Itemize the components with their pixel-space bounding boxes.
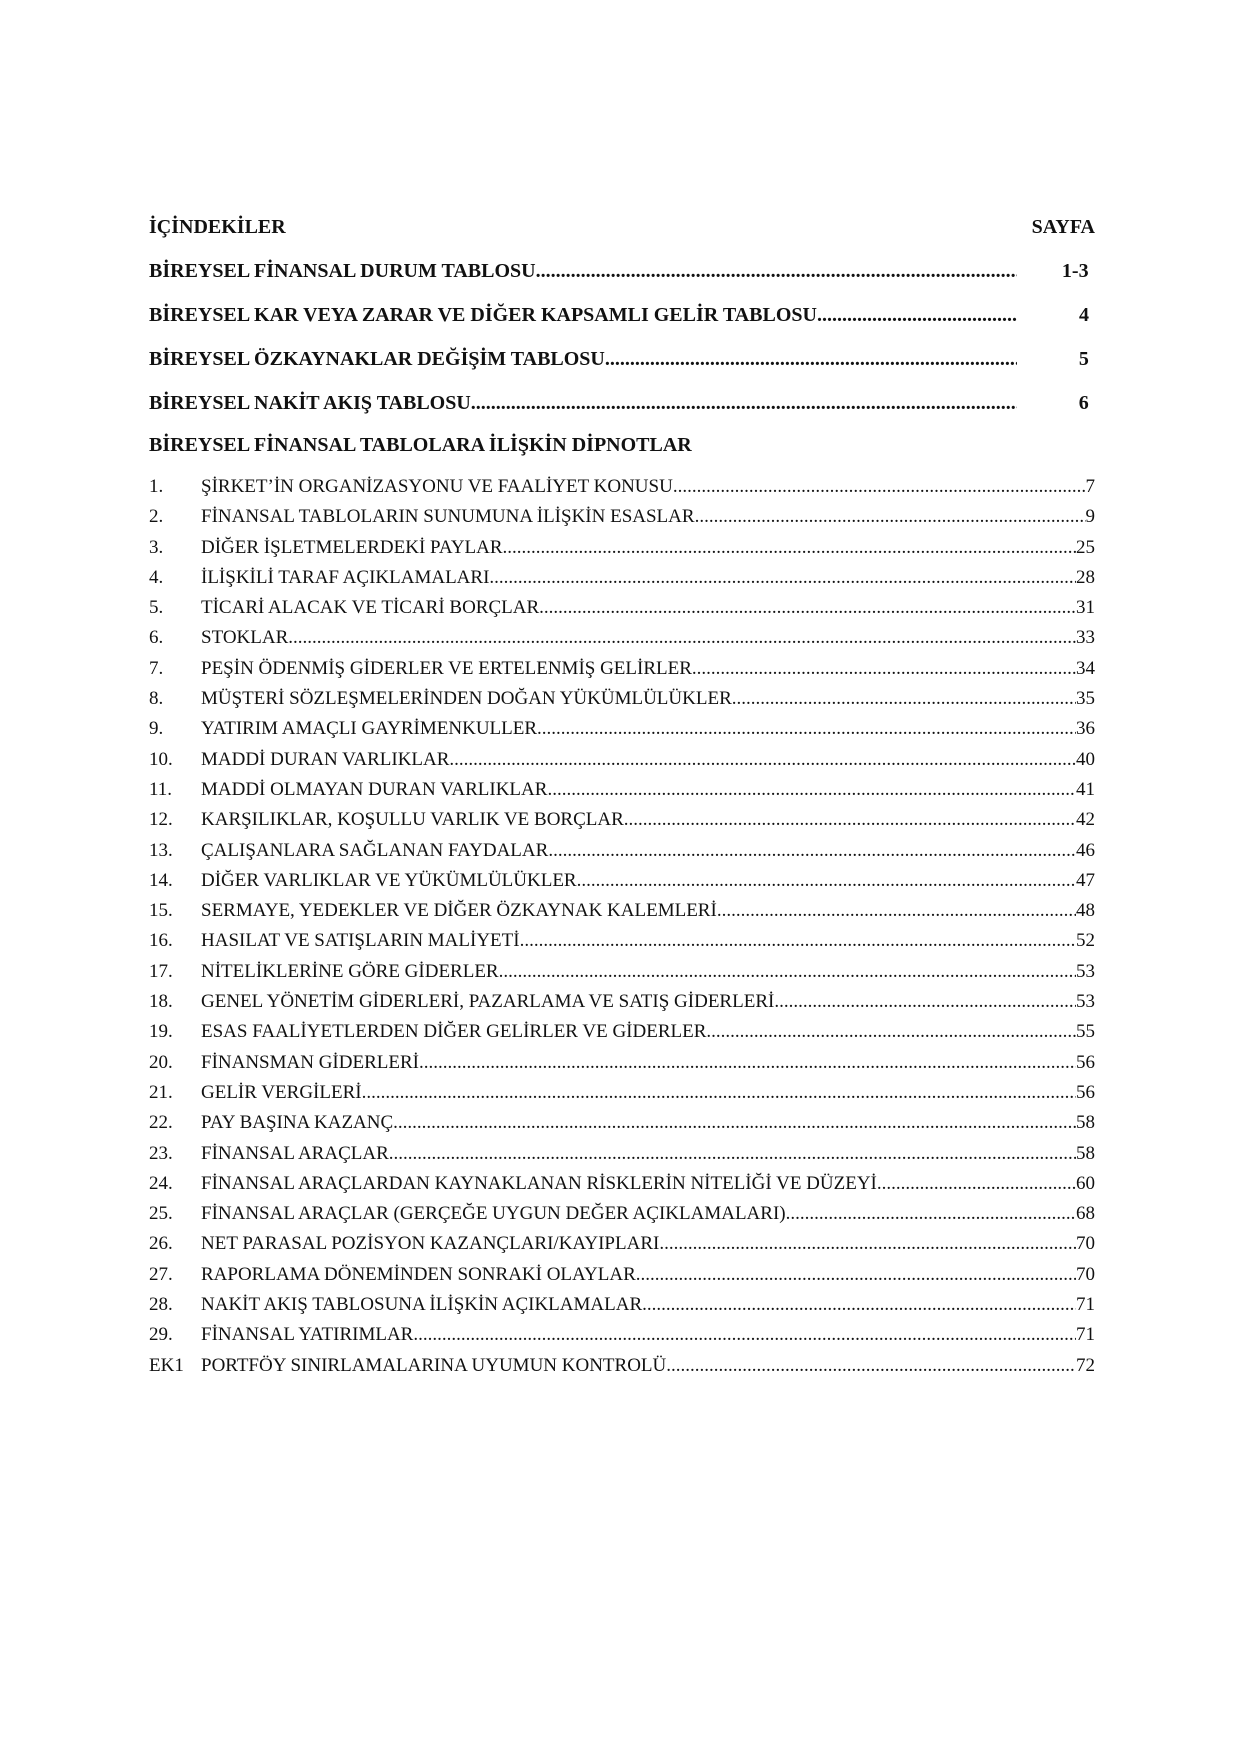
note-number: 8.: [149, 688, 164, 710]
note-entry: [149, 1229, 1095, 1259]
main-entry: [149, 304, 1095, 332]
note-entry: [149, 654, 1095, 684]
main-entry-title: BİREYSEL FİNANSAL DURUM TABLOSU: [149, 260, 536, 282]
note-page: 71: [1076, 1294, 1095, 1316]
note-number: 26.: [149, 1233, 173, 1255]
dot-leader: [877, 1169, 1076, 1199]
note-number: 3.: [149, 536, 164, 558]
note-page: 71: [1076, 1324, 1095, 1346]
note-title: NAKİT AKIŞ TABLOSUNA İLİŞKİN AÇIKLAMALAR: [201, 1294, 643, 1316]
dot-leader: [659, 1229, 1076, 1259]
dot-leader: [692, 654, 1076, 684]
note-number: 23.: [149, 1142, 173, 1164]
note-page: 28: [1076, 566, 1095, 588]
dot-leader: [536, 260, 1017, 283]
note-page: 70: [1076, 1233, 1095, 1255]
dot-leader: [499, 957, 1076, 987]
note-page: 56: [1076, 1081, 1095, 1103]
main-entry-page: 5: [1078, 348, 1089, 370]
dot-leader: [695, 502, 1086, 532]
note-page: 31: [1076, 597, 1095, 619]
note-page: 34: [1076, 657, 1095, 679]
note-page: 9: [1085, 506, 1095, 528]
note-number: 29.: [149, 1324, 173, 1346]
main-entry-page: 1-3: [1061, 260, 1089, 282]
note-title: FİNANSAL YATIRIMLAR: [201, 1324, 414, 1346]
dot-leader: [389, 1139, 1076, 1169]
dot-leader: [673, 472, 1086, 502]
note-title: PAY BAŞINA KAZANÇ: [201, 1112, 394, 1134]
note-entry: [149, 533, 1095, 563]
note-page: 72: [1076, 1354, 1095, 1376]
note-page: 7: [1085, 476, 1095, 497]
note-page: 47: [1076, 869, 1095, 891]
note-entry: [149, 745, 1095, 775]
note-title: İLİŞKİLİ TARAF AÇIKLAMALARI: [201, 566, 490, 588]
note-entry: [149, 1169, 1095, 1199]
note-title: KARŞILIKLAR, KOŞULLU VARLIK VE BORÇLAR: [201, 809, 624, 831]
note-entry: [149, 623, 1095, 653]
main-entries: [149, 260, 1095, 420]
dot-leader: [413, 1320, 1076, 1350]
dot-leader: [605, 348, 1017, 371]
note-entry: [149, 1048, 1095, 1078]
note-page: 35: [1076, 688, 1095, 710]
note-entry: [149, 472, 1095, 502]
note-entry: [149, 836, 1095, 866]
dot-leader: [471, 392, 1017, 415]
note-number: 12.: [149, 809, 173, 831]
note-entry: [149, 775, 1095, 805]
note-entry: [149, 1139, 1095, 1169]
note-number: 20.: [149, 1051, 173, 1073]
dot-leader: [520, 926, 1076, 956]
note-number: 17.: [149, 960, 173, 982]
note-entry: [149, 926, 1095, 956]
dot-leader: [489, 563, 1076, 593]
note-title: DİĞER VARLIKLAR VE YÜKÜMLÜLÜKLER: [201, 869, 577, 891]
notes-heading: BİREYSEL FİNANSAL TABLOLARA İLİŞKİN DİPNOTLAR: [149, 434, 692, 456]
dot-leader: [393, 1108, 1076, 1138]
note-number: 4.: [149, 566, 164, 588]
note-page: 46: [1076, 839, 1095, 861]
note-title: SERMAYE, YEDEKLER VE DİĞER ÖZKAYNAK KALEMLERİ: [201, 900, 717, 922]
note-number: EK1: [149, 1354, 184, 1376]
main-entry-title: BİREYSEL KAR VEYA ZARAR VE DİĞER KAPSAMLI GELİR TABLOSU: [149, 304, 817, 326]
note-page: 56: [1076, 1051, 1095, 1073]
note-number: 27.: [149, 1263, 173, 1285]
dot-leader: [732, 684, 1076, 714]
note-number: 1.: [149, 476, 164, 497]
note-number: 16.: [149, 930, 173, 952]
note-title: MÜŞTERİ SÖZLEŞMELERİNDEN DOĞAN YÜKÜMLÜLÜKLER: [201, 688, 732, 710]
dot-leader: [449, 745, 1076, 775]
dot-leader: [706, 1017, 1076, 1047]
dot-leader: [786, 1199, 1076, 1229]
note-number: 10.: [149, 748, 173, 770]
dot-leader: [537, 714, 1076, 744]
note-title: ÇALIŞANLARA SAĞLANAN FAYDALAR: [201, 839, 549, 861]
note-page: 53: [1076, 960, 1095, 982]
note-number: 19.: [149, 1021, 173, 1043]
dot-leader: [774, 987, 1076, 1017]
note-entry: [149, 1108, 1095, 1138]
note-entry: [149, 1078, 1095, 1108]
note-page: 70: [1076, 1263, 1095, 1285]
note-entry: [149, 987, 1095, 1017]
note-page: 33: [1076, 627, 1095, 649]
note-title: MADDİ OLMAYAN DURAN VARLIKLAR: [201, 778, 548, 800]
note-number: 18.: [149, 991, 173, 1013]
dot-leader: [503, 533, 1076, 563]
note-entry: [149, 714, 1095, 744]
note-entry: [149, 896, 1095, 926]
note-page: 58: [1076, 1142, 1095, 1164]
note-number: 9.: [149, 718, 164, 740]
note-title: GENEL YÖNETİM GİDERLERİ, PAZARLAMA VE SATIŞ GİDERLERİ: [201, 991, 775, 1013]
note-title: STOKLAR: [201, 627, 289, 649]
note-number: 13.: [149, 839, 173, 861]
note-title: GELİR VERGİLERİ: [201, 1081, 362, 1103]
note-title: ESAS FAALİYETLERDEN DİĞER GELİRLER VE GİDERLER: [201, 1021, 707, 1043]
main-entry: [149, 260, 1095, 288]
note-page: 48: [1076, 900, 1095, 922]
note-number: 7.: [149, 657, 164, 679]
dot-leader: [666, 1351, 1076, 1381]
note-entry: [149, 805, 1095, 835]
dot-leader: [548, 836, 1076, 866]
note-number: 11.: [149, 778, 173, 800]
note-page: 53: [1076, 991, 1095, 1013]
note-number: 25.: [149, 1203, 173, 1225]
dot-leader: [547, 775, 1076, 805]
note-title: PEŞİN ÖDENMİŞ GİDERLER VE ERTELENMİŞ GELİRLER: [201, 657, 692, 679]
note-title: FİNANSAL TABLOLARIN SUNUMUNA İLİŞKİN ESASLAR: [201, 506, 695, 528]
main-entry-page: 6: [1078, 392, 1089, 414]
note-entry: [149, 1351, 1095, 1381]
note-title: RAPORLAMA DÖNEMİNDEN SONRAKİ OLAYLAR: [201, 1263, 636, 1285]
note-page: 55: [1076, 1021, 1095, 1043]
note-entry: [149, 1199, 1095, 1229]
note-page: 36: [1076, 718, 1095, 740]
dot-leader: [539, 593, 1076, 623]
note-number: 14.: [149, 869, 173, 891]
note-title: ŞİRKET’İN ORGANİZASYONU VE FAALİYET KONUSU: [201, 476, 673, 497]
dot-leader: [288, 623, 1076, 653]
note-number: 21.: [149, 1081, 173, 1103]
note-title: FİNANSAL ARAÇLAR (GERÇEĞE UYGUN DEĞER AÇIKLAMALARI): [201, 1203, 786, 1225]
note-entry: [149, 866, 1095, 896]
note-title: MADDİ DURAN VARLIKLAR: [201, 748, 450, 770]
dot-leader: [636, 1260, 1076, 1290]
main-entry: [149, 392, 1095, 420]
dot-leader: [577, 866, 1076, 896]
toc-heading: İÇİNDEKİLER: [149, 216, 286, 238]
main-entry-title: BİREYSEL ÖZKAYNAKLAR DEĞİŞİM TABLOSU: [149, 348, 605, 370]
note-page: 52: [1076, 930, 1095, 952]
note-number: 2.: [149, 506, 164, 528]
dot-leader: [642, 1290, 1076, 1320]
dot-leader: [419, 1048, 1076, 1078]
note-title: NET PARASAL POZİSYON KAZANÇLARI/KAYIPLARI: [201, 1233, 660, 1255]
note-number: 5.: [149, 597, 164, 619]
page-column-heading: SAYFA: [1031, 216, 1095, 238]
note-entry: [149, 684, 1095, 714]
note-title: NİTELİKLERİNE GÖRE GİDERLER: [201, 960, 499, 982]
note-number: 24.: [149, 1172, 173, 1194]
dot-leader: [362, 1078, 1076, 1108]
main-entry-title: BİREYSEL NAKİT AKIŞ TABLOSU: [149, 392, 471, 414]
note-entry: [149, 1320, 1095, 1350]
table-of-contents: [149, 216, 1095, 1381]
note-number: 6.: [149, 627, 164, 649]
dot-leader: [817, 304, 1017, 327]
main-entry: [149, 348, 1095, 376]
note-title: FİNANSAL ARAÇLARDAN KAYNAKLANAN RİSKLERİN NİTELİĞİ VE DÜZEYİ: [201, 1172, 877, 1194]
note-title: FİNANSMAN GİDERLERİ: [201, 1051, 419, 1073]
note-page: 60: [1076, 1172, 1095, 1194]
note-entry: [149, 502, 1095, 532]
note-entry: [149, 563, 1095, 593]
note-page: 42: [1076, 809, 1095, 831]
note-entry: [149, 957, 1095, 987]
note-page: 68: [1076, 1203, 1095, 1225]
note-title: DİĞER İŞLETMELERDEKİ PAYLAR: [201, 536, 503, 558]
note-entry: [149, 1260, 1095, 1290]
dot-leader: [624, 805, 1076, 835]
note-title: HASILAT VE SATIŞLARIN MALİYETİ: [201, 930, 520, 952]
notes-list: [149, 472, 1095, 1381]
note-title: PORTFÖY SINIRLAMALARINA UYUMUN KONTROLÜ: [201, 1354, 667, 1376]
note-title: TİCARİ ALACAK VE TİCARİ BORÇLAR: [201, 597, 540, 619]
note-page: 41: [1076, 778, 1095, 800]
note-number: 28.: [149, 1294, 173, 1316]
note-number: 22.: [149, 1112, 173, 1134]
note-title: YATIRIM AMAÇLI GAYRİMENKULLER: [201, 718, 538, 740]
note-entry: [149, 1290, 1095, 1320]
toc-header: [149, 216, 1095, 248]
note-entry: [149, 593, 1095, 623]
dot-leader: [717, 896, 1076, 926]
note-title: FİNANSAL ARAÇLAR: [201, 1142, 389, 1164]
note-page: 25: [1076, 536, 1095, 558]
note-number: 15.: [149, 900, 173, 922]
note-entry: [149, 1017, 1095, 1047]
note-page: 40: [1076, 748, 1095, 770]
main-entry-page: 4: [1078, 304, 1089, 326]
note-page: 58: [1076, 1112, 1095, 1134]
